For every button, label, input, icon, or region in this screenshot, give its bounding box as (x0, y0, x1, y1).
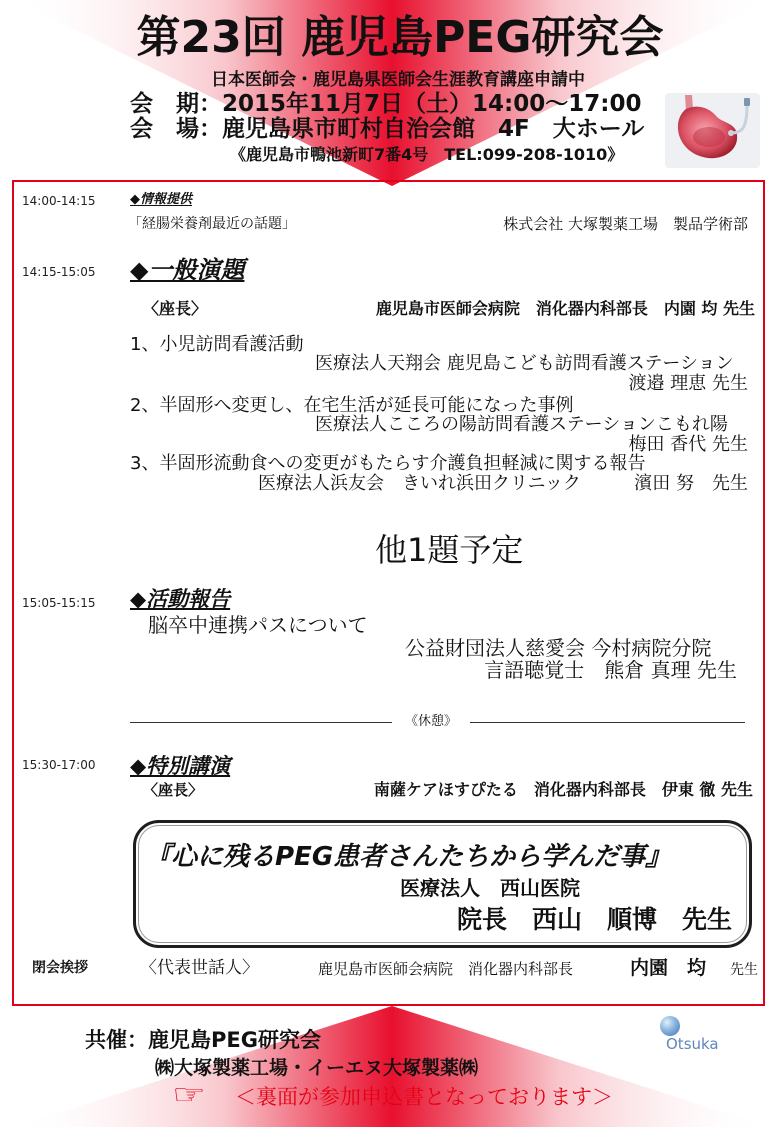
general-chair-label: 〈座長〉 (143, 299, 208, 318)
special-chair: 南薩ケアほすぴたる 消化器内科部長 伊東 徹 先生 (373, 780, 753, 799)
talk-3-speaker: 濱田 努 先生 (634, 473, 748, 494)
info-session-presenter: 株式会社 大塚製薬工場 製品学術部 (503, 215, 748, 233)
special-lecture-org: 医療法人 西山医院 (400, 876, 580, 900)
info-session-time: 14:00-14:15 (22, 194, 96, 208)
general-session-time: 14:15-15:05 (22, 265, 96, 279)
activity-org: 公益財団法人慈愛会 今村病院分院 (405, 636, 712, 660)
activity-session-time: 15:05-15:15 (22, 596, 96, 610)
pointing-hand-icon (172, 1080, 206, 1111)
general-session-heading: ◆一般演題 (130, 256, 245, 284)
break-line-right (470, 722, 745, 723)
accreditation-note: 日本医師会・鹿児島県医師会生涯教育講座申請中 (211, 70, 585, 90)
info-session-heading: ◆情報提供 (130, 192, 192, 207)
event-date: 会 期：2015年11月7日（土）14:00～17:00 (130, 91, 642, 117)
special-chair-label: 〈座長〉 (143, 781, 204, 799)
more-talks-note: 他1題予定 (375, 531, 524, 569)
general-chair: 鹿児島市医師会病院 消化器内科部長 内園 均 先生 (375, 299, 755, 318)
special-session-time: 15:30-17:00 (22, 758, 96, 772)
talk-3-org: 医療法人浜友会 きいれ浜田クリニック (258, 473, 581, 494)
special-session-heading: ◆特別講演 (130, 754, 231, 778)
closing-name: 内園 均 (630, 957, 707, 979)
talk-1-speaker: 渡邉 理恵 先生 (628, 373, 748, 394)
talk-1-org: 医療法人天翔会 鹿児島こども訪問看護ステーション (315, 353, 734, 374)
activity-session-heading: ◆活動報告 (130, 587, 231, 611)
closing-role: 〈代表世話人〉 (140, 958, 259, 978)
break-label: 《休憩》 (404, 714, 457, 729)
activity-title: 脳卒中連携パスについて (148, 613, 368, 637)
special-lecture-title: 『心に残るPEG患者さんたちから学んだ事』 (145, 842, 672, 872)
otsuka-sphere-icon (660, 1016, 680, 1036)
talk-2-speaker: 梅田 香代 先生 (628, 434, 748, 455)
talk-2-org: 医療法人こころの陽訪問看護ステーションこもれ陽 (315, 414, 728, 435)
closing-label: 閉会挨拶 (32, 960, 88, 976)
closing-affiliation: 鹿児島市医師会病院 消化器内科部長 (318, 960, 574, 978)
talk-3-title: 3、半固形流動食への変更がもたらす介護負担軽減に関する報告 (130, 453, 646, 474)
peg-stomach-illustration (665, 93, 760, 168)
otsuka-logo-text: Otsuka (666, 1035, 719, 1053)
special-lecture-speaker: 院長 西山 順博 先生 (457, 905, 733, 934)
talk-2-title: 2、半固形へ変更し、在宅生活が延長可能になった事例 (130, 395, 574, 416)
event-venue: 会 場：鹿児島県市町村自治会館 4F 大ホール (130, 116, 645, 142)
talk-1-title: 1、小児訪問看護活動 (130, 334, 304, 355)
cohost-line: 共催：鹿児島PEG研究会 (85, 1028, 321, 1052)
event-title: 第23回 鹿児島PEG研究会 (136, 12, 664, 63)
activity-speaker: 言語聴覚士 熊倉 真理 先生 (484, 658, 737, 682)
cohost-companies: ㈱大塚製薬工場・イーエヌ大塚製薬㈱ (155, 1057, 479, 1079)
info-session-topic: 「経腸栄養剤最近の話題」 (128, 216, 296, 232)
venue-address: 《鹿児島市鴨池新町7番4号 TEL:099-208-1010》 (230, 145, 624, 164)
reverse-side-notice: ＜裏面が参加申込書となっております＞ (235, 1085, 613, 1109)
break-line-left (130, 722, 392, 723)
closing-honorific: 先生 (730, 962, 758, 978)
